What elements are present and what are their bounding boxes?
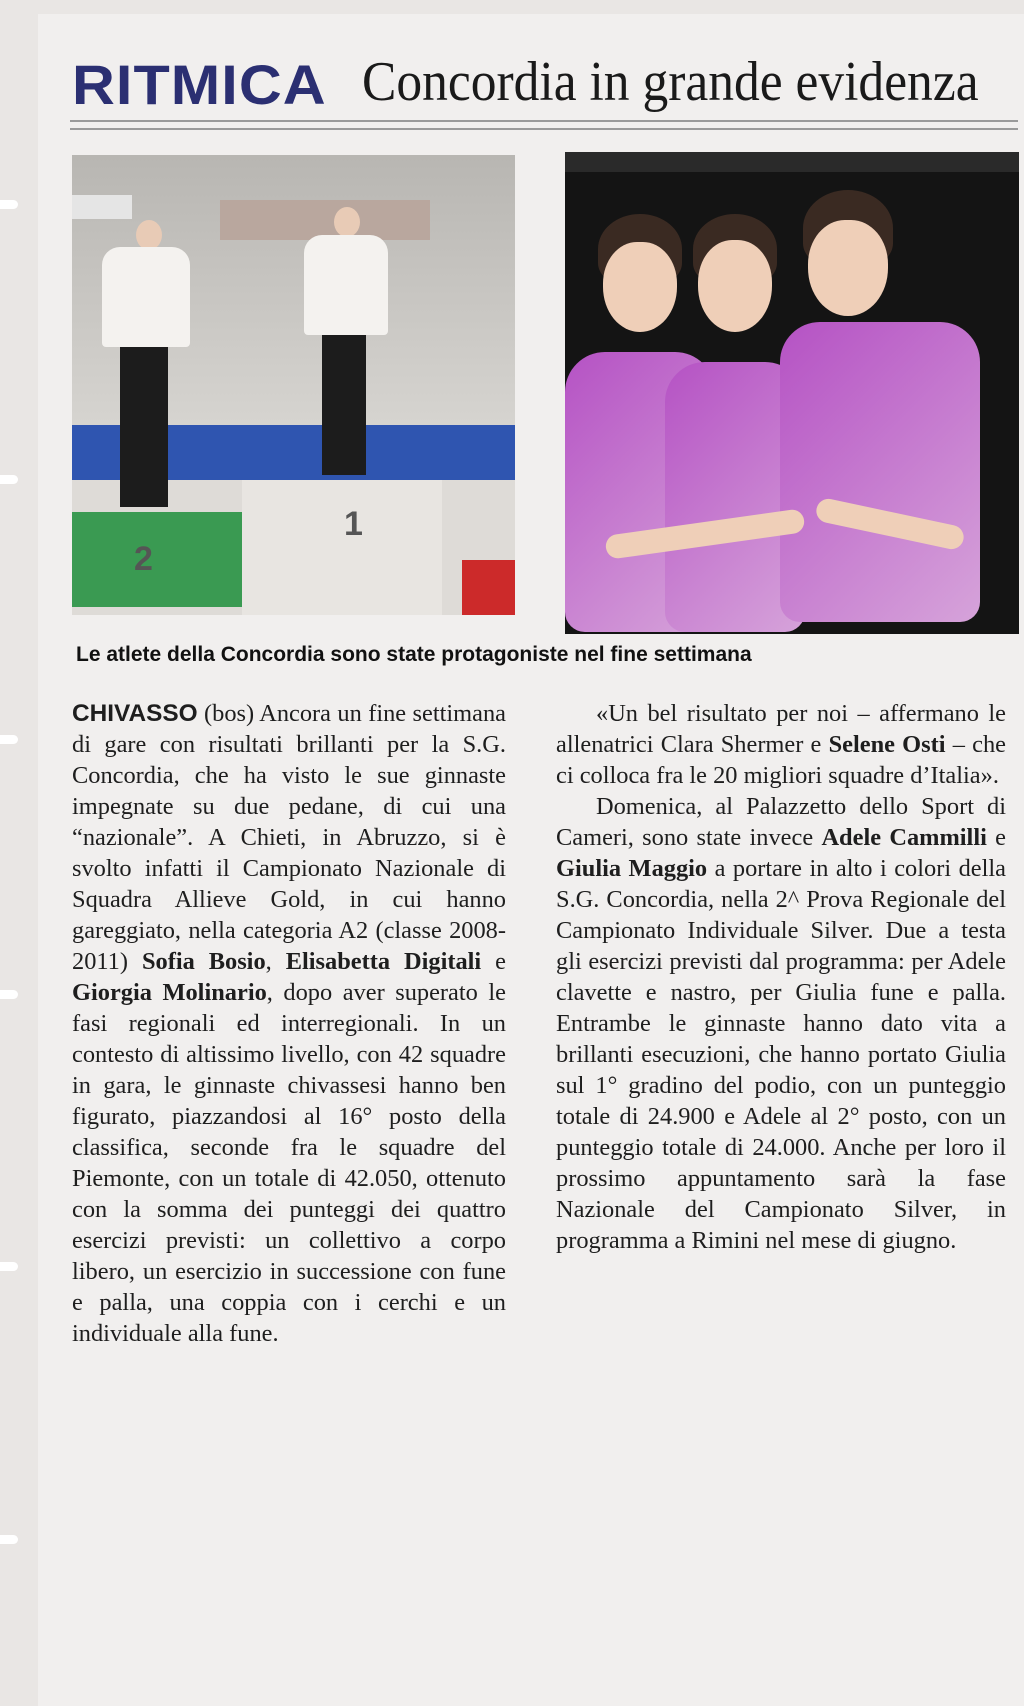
athlete-name: Giorgia Molinario [72,979,267,1006]
paragraph-text: , dopo aver superato le fasi regionali ed interregionali. In un contesto di altissimo livello, con 42 squadre in gara, le ginnaste chivassesi hanno ben figurato, piazzandosi al 16° posto della classifica, seconde fra le squadre del Piemonte, con un totale di 42.050, ottenuto con la somma dei punteggi dei quattro esercizi previsti: un collettivo a corpo libero, un esercizio in successione con fune e palla, una coppia con i cerchi e un individuale alla fune. [72,979,506,1347]
punch-hole [0,475,18,484]
podium-photo [72,155,515,615]
athlete-name: Adele Cammilli [821,824,987,851]
quote-text: «Un bel risultato per noi – affermano le allenatrici Clara Shermer e [556,700,1006,758]
quote-text: – che ci colloca fra le 20 migliori squadre d’Italia». [556,731,1006,789]
coach-name: Selene Osti [828,731,946,758]
punch-hole [0,735,18,744]
article-column-2 [556,698,1006,1256]
article-column-1 [72,698,506,1349]
paragraph-text: Ancora un fine settimana di gare con risultati brillanti per la S.G. Concordia, che ha visto le sue ginnaste impegnate su due pedane, di cui una “nazionale”. A Chieti, in Abruzzo, si è svolto infatti il Campionato Nazionale di Squadra Allieve Gold, in cui hanno gareggiato, nella categoria A2 (classe 2008-2011) [72,700,506,975]
paragraph-text: Domenica, al Palazzetto dello Sport di Cameri, sono state invece [556,793,1006,851]
punch-hole [0,200,18,209]
punch-hole [0,1535,18,1544]
podium-number-1: 1 [344,505,363,543]
separator: e [986,824,1006,851]
section-kicker: RITMICA [72,53,327,116]
separator: e [481,948,506,975]
athlete-name: Sofia Bosio [141,948,266,975]
punch-hole [0,990,18,999]
athlete-name: Giulia Maggio [556,855,708,882]
paragraph-text: a portare in alto i colori della S.G. Concordia, nella 2^ Prova Regionale del Campionato Individuale Silver. Due a testa gli esercizi previsti dal programma: per Adele clavette e nastro, per Giulia fune e palla. Entrambe le ginnaste hanno dato vita a brillanti esecuzioni, che hanno portato Giulia sul 1° gradino del podio, con un punteggio totale di 24.900 e Adele al 2° posto, con un punteggio totale di 24.000. Anche per loro il prossimo appuntamento sarà la fase Nazionale del Campionato Silver, in programma a Rimini nel mese di giugno. [556,855,1006,1254]
header-rule [70,120,1018,130]
headline: Concordia in grande evidenza [362,51,979,113]
photo-caption: Le atlete della Concordia sono state protagoniste nel fine settimana [76,643,752,666]
dateline: CHIVASSO [72,700,198,727]
byline: (bos) [197,700,260,727]
punch-hole [0,1262,18,1271]
athlete-name: Elisabetta Digitali [285,948,482,975]
podium-number-2: 2 [134,540,153,578]
gymnasts-photo [565,152,1019,634]
separator: , [265,948,286,975]
